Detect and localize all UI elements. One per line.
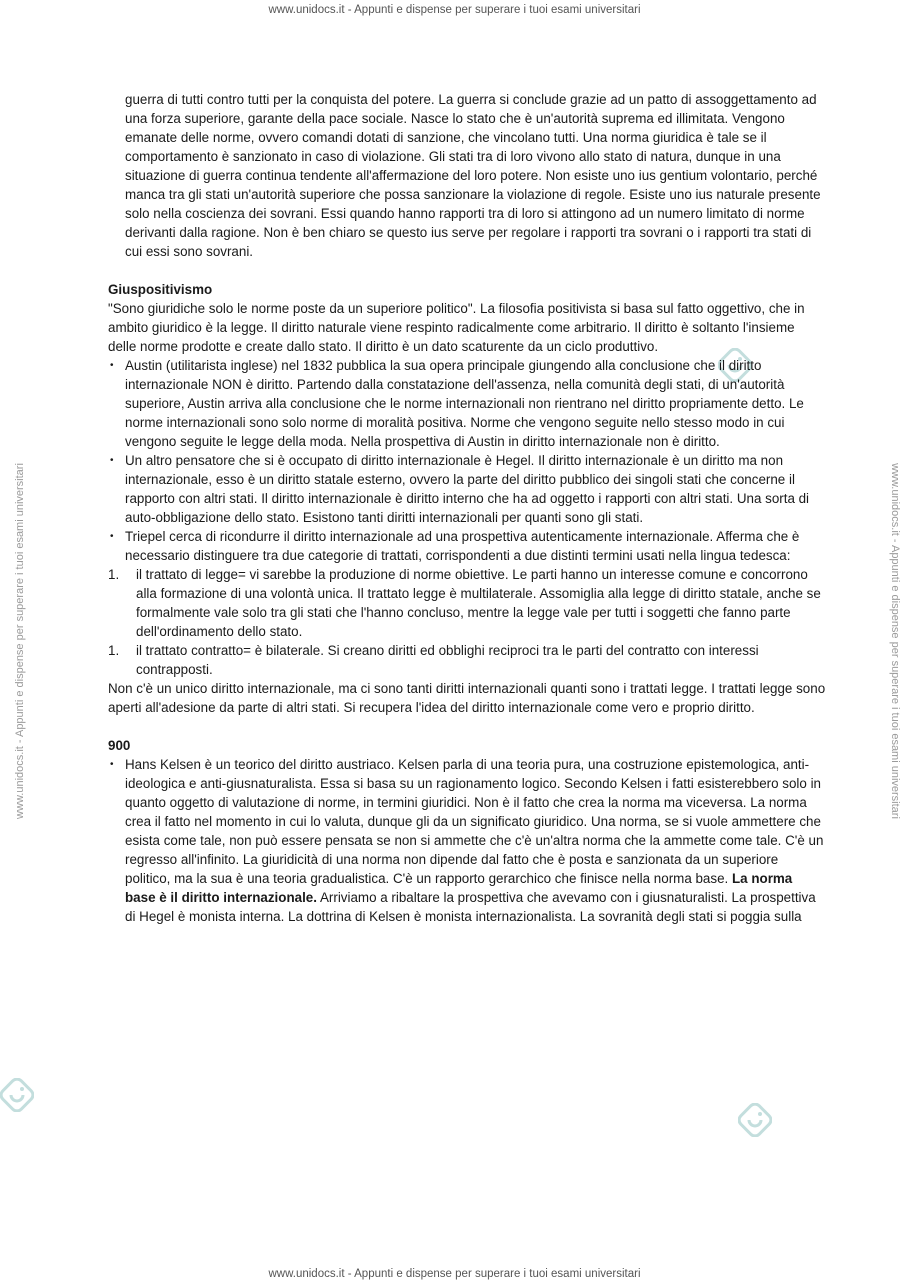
section-closing: Non c'è un unico diritto internazionale, ma ci sono tanti diritti internazionali quanti sono i trattati legge. I trattati legge sono aperti all'adesione da parte di altri stati. Si recupera l'idea del diritto internazionale come vero e proprio diritto. (108, 681, 826, 715)
list-item (108, 565, 826, 641)
bullet-list (108, 755, 826, 926)
list-number: 1. (108, 567, 120, 582)
document-body (108, 90, 826, 926)
list-item: • Austin (utilitarista inglese) nel 1832 pubblica la sua opera principale giungendo alla conclusione che il diritto internazionale NON è diritto. Partendo dalla constatazione dell'assenza, nella comunità degli stati, di un'autorità superiore, Austin arriva alla conclusione che le norme internazionali non rientrano nel diritto propriamente detto. Le norme internazionali sono solo norme di moralità positiva. Norme che vengono seguite nello stesso modo in cui vengono seguite le legge della moda. Nella prospettiva di Austin in diritto internazionale non è diritto. (108, 356, 826, 451)
list-text: Arriviamo a ribaltare la prospettiva che avevamo con i giusnaturalisti. La prospettiva di Hegel è monista interna. La dottrina di Kelsen è monista internazionalista. La sovranità degli stati si poggia sulla (125, 890, 816, 924)
list-item: • Triepel cerca di ricondurre il diritto internazionale ad una prospettiva autenticamente internazionale. Afferma che è necessario distinguere tra due categorie di trattati, corrispondenti a due distinti termini usati nella lingua tedesca: (108, 527, 826, 565)
list-text: il trattato contratto= è bilaterale. Si creano diritti ed obblighi reciproci tra le parti del contratto con interessi contrapposti. (136, 643, 759, 677)
bullet-list (108, 356, 826, 565)
list-text: il trattato di legge= vi sarebbe la produzione di norme obiettive. Le parti hanno un interesse comune e concorrono alla formazione di una volontà unica. Il trattato legge è multilaterale. Assomiglia alla legge di diritto statale, anche se formalmente vale solo tra gli stati che l'hanno concluso, mentre la legge vale per tutti i soggetti che fanno parte dell'ordinamento dello stato. (136, 567, 821, 639)
intro-paragraph: guerra di tutti contro tutti per la conquista del potere. La guerra si conclude grazie ad un patto di assoggettamento ad una forza superiore, garante della pace sociale. Nasce lo stato che è un'autorità suprema ed illimitata. Vengono emanate delle norme, ovvero comandi dotati di sanzione, che vincolano tutti. Una norma giuridica è tale se il comportamento è sanzionato in caso di violazione. Gli stati tra di loro vivono allo stato di natura, dunque in una situazione di guerra continua tendente all'affermazione del loro potere. Non esiste uno ius gentium volontario, perché manca tra gli stati un'autorità superiore che possa sanzionare la violazione di regole. Esiste uno ius naturale presente solo nella coscienza dei sovrani. Essi quando hanno rapporti tra di loro si attingono ad un numero limitato di norme derivanti dalla ragione. Non è ben chiaro se questo ius serve per regolare i rapporti tra sovrani o i rapporti tra stati di cui essi sono sovrani. (125, 92, 821, 259)
watermark-banner-top: www.unidocs.it - Appunti e dispense per superare i tuoi esami universitari (268, 4, 641, 16)
section-title-900: 900 (108, 738, 131, 753)
section-title-giuspositivismo: Giuspositivismo (108, 282, 213, 297)
watermark-logo-icon (0, 1078, 34, 1112)
bold-text: La norma base è il diritto internazionale. (125, 871, 793, 905)
watermark-side-left: www.unidocs.it - Appunti e dispense per superare i tuoi esami universitari (14, 463, 26, 819)
list-text: Hans Kelsen è un teorico del diritto austriaco. Kelsen parla di una teoria pura, una costruzione epistemologica, anti-ideologica e anti-giusnaturalista. Essa si basa su un ragionamento logico. Secondo Kelsen i fatti esisterebbero solo in quanto oggetto di valutazione di norme, in termini giuridici. Non è il fatto che crea la norma ma viceversa. La norma crea il fatto nel momento in cui lo valuta, dunque gli da un significato giuridico. Una norma, se si vuole ammettere che esista come tale, non può essere pensata se non si ammette che c'è un'altra norma che la ammette come tale. C'è un regresso all'infinito. La giuridicità di una norma non dipende dal fatto che è posta e sanzionata da un superiore politico, ma la sua è una teoria gradualistica. C'è un rapporto gerarchico che finisce nella norma base. (125, 757, 824, 886)
numbered-list (108, 565, 826, 679)
list-number: 1. (108, 643, 120, 658)
list-item (108, 641, 826, 679)
list-item: • Un altro pensatore che si è occupato di diritto internazionale è Hegel. Il diritto internazionale è un diritto ma non internazionale, esso è un diritto statale esterno, ovvero la parte del diritto pubblico dei singoli stati che concerne il rapporto con altri stati. Il diritto internazionale è diritto interno che ha ad oggetto i rapporti con altri stati. Una sorta di auto-obbligazione dello stato. Esistono tanti diritti internazionali per quanti sono gli stati. (108, 451, 826, 527)
watermark-side-right: www.unidocs.it - Appunti e dispense per superare i tuoi esami universitari (889, 463, 901, 819)
watermark-banner-bottom: www.unidocs.it - Appunti e dispense per superare i tuoi esami universitari (268, 1268, 641, 1280)
list-item (108, 755, 826, 926)
section-intro: "Sono giuridiche solo le norme poste da un superiore politico". La filosofia positivista si basa sul fatto oggettivo, che in ambito giuridico è la legge. Il diritto naturale viene respinto radicalmente come arbitrario. Il diritto è soltanto l'insieme delle norme prodotte e create dallo stato. Il diritto è un dato scaturente da un ciclo produttivo. (108, 301, 805, 354)
watermark-logo-icon (738, 1103, 772, 1137)
